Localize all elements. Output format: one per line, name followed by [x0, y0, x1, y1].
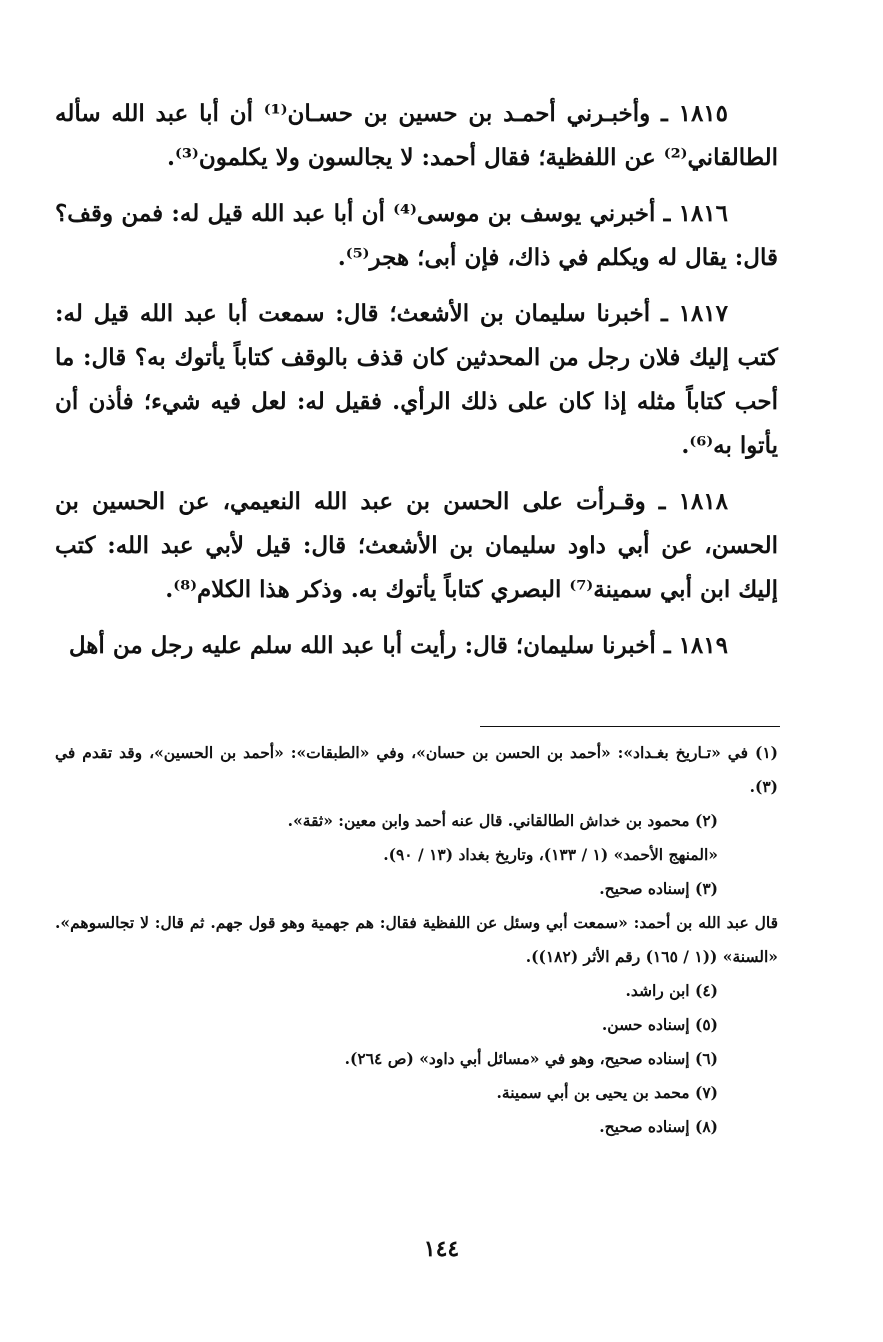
footnote-6: (٦) إسناده صحيح، وهو في «مسائل أبي داود» (ص ٢٦٤).	[344, 1049, 718, 1068]
page-number: ١٤٤	[423, 1236, 460, 1262]
paragraph-1818: ١٨١٨ ـ وقـرأت على الحسن بن عبد الله النعيمي، عن الحسين بن الحسن، عن أبي داود سليمان بن الأشعث؛ قال: قيل لأبي عبد الله: كتب إليك ابن أبي سمينة⁽⁷⁾ البصري كتاباً يأتوك به. وذكر هذا الكلام⁽⁸⁾.	[55, 488, 778, 603]
footnote-5: (٥) إسناده حسن.	[601, 1015, 718, 1034]
footnote-3-comment: قال عبد الله بن أحمد: «سمعت أبي وسئل عن اللفظية فقال: هم جهمية وهو قول جهم. ثم قال: لا تجالسوهم». «السنة» ((١ / ١٦٥) رقم الأثر (١٨٢)).	[55, 913, 778, 966]
footnote-3: (٣) إسناده صحيح.	[599, 879, 718, 898]
paragraph-1815: ١٨١٥ ـ وأخبـرني أحمـد بن حسين بن حسـان⁽¹⁾ أن أبا عبد الله سأله الطالقاني⁽²⁾ عن اللفظية؛ فقال أحمد: لا يجالسون ولا يكلمون⁽³⁾.	[55, 100, 778, 171]
footnote-4: (٤) ابن راشد.	[625, 981, 718, 1000]
footnote-8: (٨) إسناده صحيح.	[599, 1117, 718, 1136]
paragraph-1816: ١٨١٦ ـ أخبرني يوسف بن موسى⁽⁴⁾ أن أبا عبد الله قيل له: فمن وقف؟ قال: يقال له ويكلم في ذاك، فإن أبى؛ هجر⁽⁵⁾.	[55, 200, 778, 271]
footnote-1: (١) في «تـاريخ بغـداد»: «أحمد بن الحسن بن حسان»، وفي «الطبقات»: «أحمد بن الحسين»، وقد تقدم في (٣).	[55, 743, 778, 796]
main-text	[55, 92, 778, 680]
footnotes	[55, 736, 778, 1144]
paragraph-1819: ١٨١٩ ـ أخبرنا سليمان؛ قال: رأيت أبا عبد الله سلم عليه رجل من أهل	[68, 632, 728, 659]
paragraph-1817: ١٨١٧ ـ أخبرنا سليمان بن الأشعث؛ قال: سمعت أبا عبد الله قيل له: كتب إليك فلان رجل من المحدثين كان قذف بالوقف كتاباً يأتوك به؟ قال: ما أحب كتاباً مثله إذا كان على ذلك الرأي. فقيل له: لعل فيه شيء؛ فأذن أن يأتوا به⁽⁶⁾.	[55, 300, 778, 459]
footnote-2-source: «المنهج الأحمد» (١ / ١٣٣)، وتاريخ بغداد (١٣ / ٩٠).	[383, 845, 718, 864]
footnote-7: (٧) محمد بن يحيى بن أبي سمينة.	[496, 1083, 718, 1102]
footnote-2: (٢) محمود بن خداش الطالقاني. قال عنه أحمد وابن معين: «ثقة».	[287, 811, 718, 830]
footnote-divider	[480, 726, 780, 727]
